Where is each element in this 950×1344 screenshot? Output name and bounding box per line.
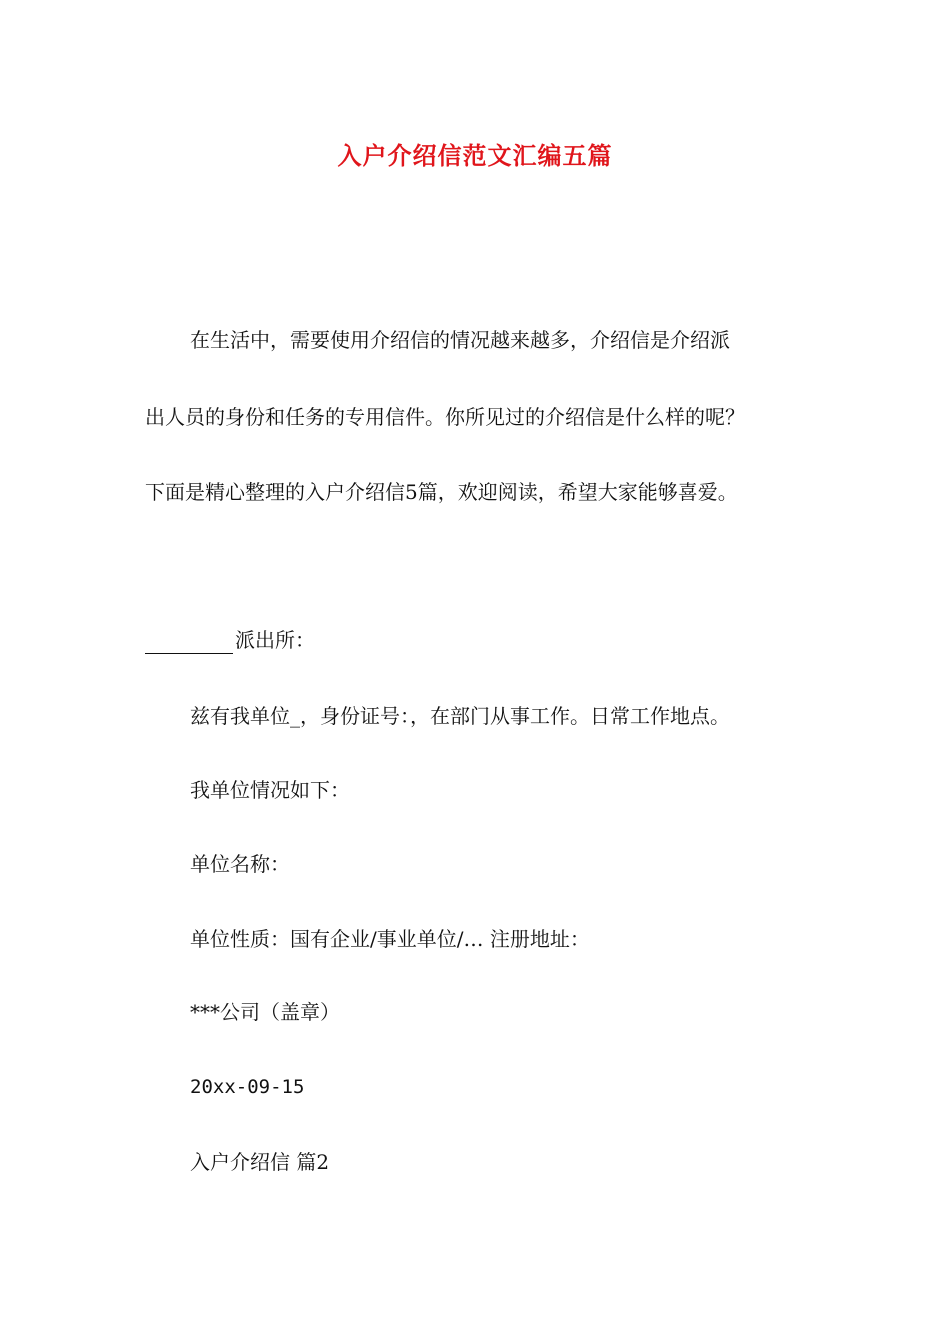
- blank-underline: [145, 633, 233, 654]
- paragraph-unit-info-heading: 我单位情况如下：: [190, 778, 350, 802]
- addressee-text: 派出所：: [235, 628, 315, 652]
- intro-line-3: 下面是精心整理的入户介绍信5篇，欢迎阅读，希望大家能够喜爱。: [145, 480, 738, 504]
- addressee-line: [145, 626, 315, 654]
- section-heading-letter-2: 入户介绍信 篇2: [190, 1150, 330, 1174]
- intro-line-1: 在生活中，需要使用介绍信的情况越来越多，介绍信是介绍派: [190, 328, 730, 352]
- paragraph-date: 20xx-09-15: [190, 1076, 305, 1098]
- paragraph-statement: 兹有我单位_，身份证号：，在部门从事工作。日常工作地点。: [190, 704, 730, 728]
- paragraph-company-seal: ***公司（盖章）: [190, 1000, 340, 1024]
- intro-line-2: 出人员的身份和任务的专用信件。你所见过的介绍信是什么样的呢？: [145, 405, 745, 429]
- document-title: 入户介绍信范文汇编五篇: [337, 141, 613, 170]
- paragraph-unit-nature: 单位性质：国有企业/事业单位/… 注册地址：: [190, 927, 590, 951]
- paragraph-unit-name: 单位名称：: [190, 852, 290, 876]
